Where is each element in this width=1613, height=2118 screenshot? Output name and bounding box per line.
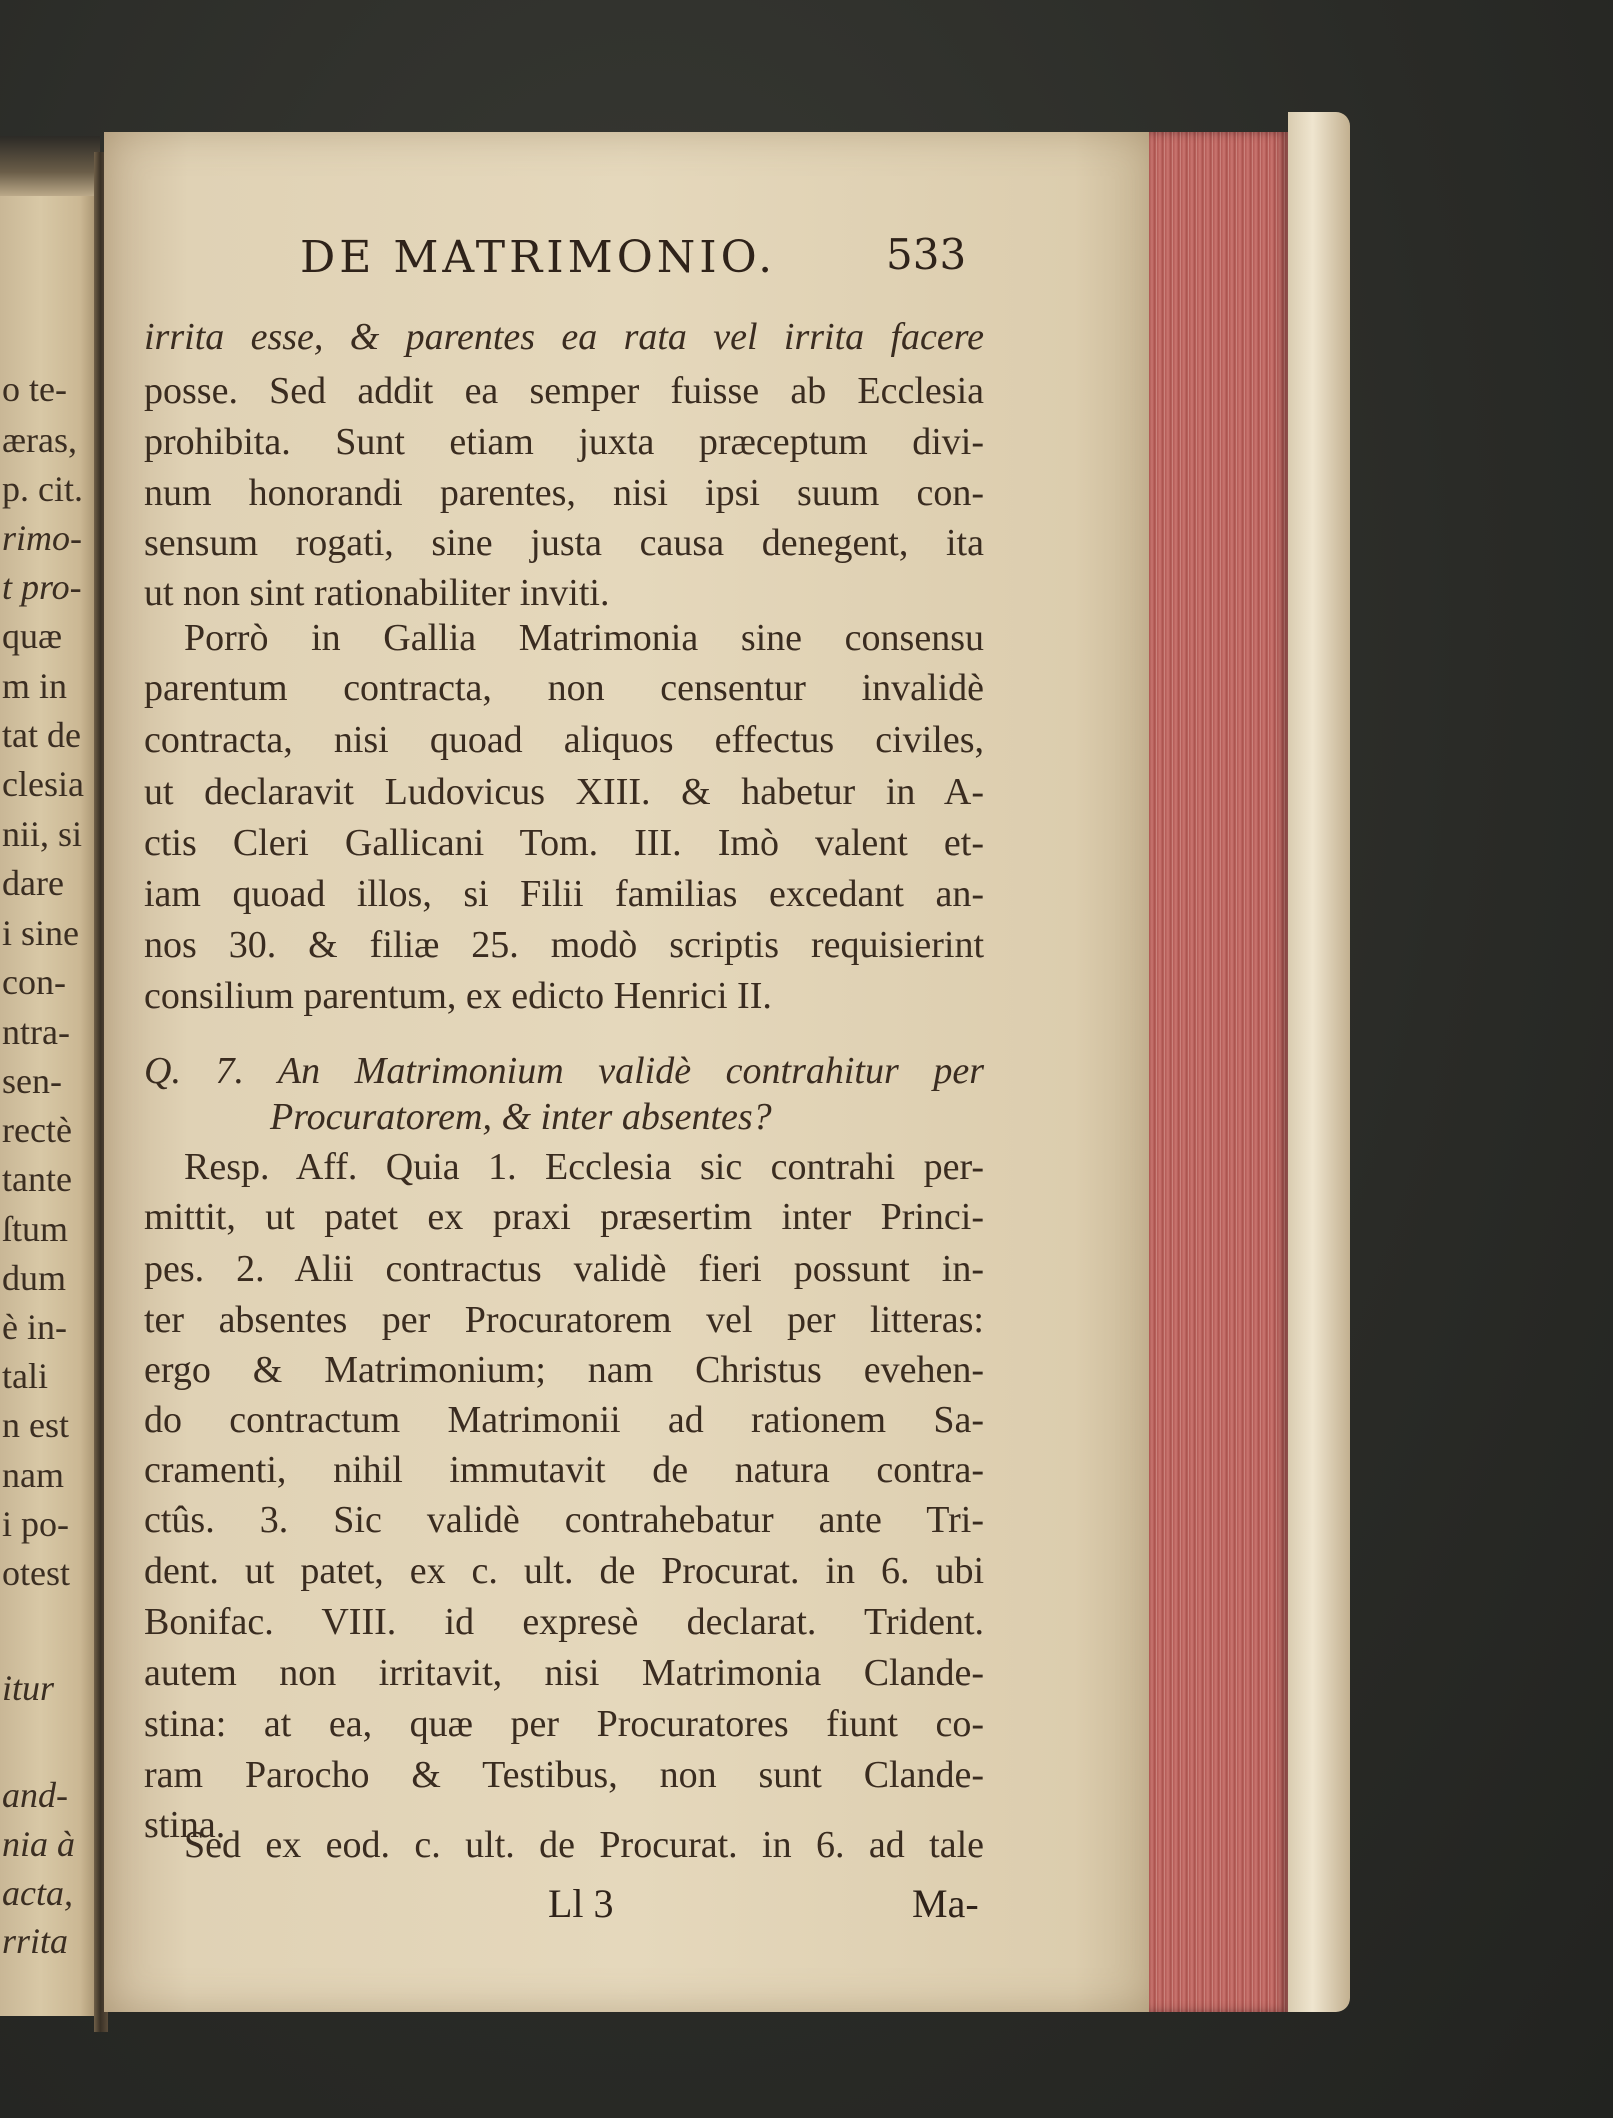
left-page-fragment: dare [2, 863, 64, 903]
text-line: cramenti, nihil immutavit de natura contra- [144, 1449, 984, 1491]
left-page-fragment: con- [2, 962, 66, 1002]
text-line: nos 30. & filiæ 25. modò scriptis requisierint [144, 924, 984, 966]
text-line: posse. Sed addit ea semper fuisse ab Ecclesia [144, 370, 984, 412]
text-line: iam quoad illos, si Filii familias excedant an- [144, 873, 984, 915]
left-page-fragment: clesia [2, 764, 84, 804]
text-line: Resp. Aff. Quia 1. Ecclesia sic contrahi per- [184, 1146, 984, 1188]
left-page-fragment: nii, si [2, 814, 83, 854]
text-line: ctis Cleri Gallicani Tom. III. Imò valent et- [144, 822, 984, 864]
text-line: pes. 2. Alii contractus validè fieri possunt in- [144, 1248, 984, 1290]
text-line: autem non irritavit, nisi Matrimonia Clande- [144, 1652, 984, 1694]
left-page-fragment: rectè [2, 1110, 72, 1150]
text-line: stina. [144, 1804, 226, 1846]
left-page-fragment: dum [2, 1258, 67, 1298]
left-page-fragment: acta, [2, 1873, 73, 1913]
left-page-fragment: æras, [2, 420, 77, 460]
text-line: contracta, nisi quoad aliquos effectus civiles, [144, 719, 984, 761]
left-page-fragment: nia à [2, 1824, 76, 1864]
question-heading-continued: Procuratorem, & inter absentes? [270, 1096, 772, 1138]
question-heading: Q. 7. An Matrimonium validè contrahitur per [144, 1050, 984, 1092]
text-line: sensum rogati, sine justa causa denegent, ita [144, 522, 984, 564]
left-page-header-strip [0, 136, 100, 196]
left-page-fragment: n est [2, 1405, 69, 1445]
left-page-fragment: ſtum [2, 1209, 69, 1249]
text-line: mittit, ut patet ex praxi præsertim inter Princi- [144, 1196, 984, 1238]
book-cover-edge [1288, 112, 1350, 2012]
left-page-fragment: tante [2, 1159, 72, 1199]
left-page-fragment: i po- [2, 1504, 69, 1544]
text-line: do contractum Matrimonii ad rationem Sa- [144, 1399, 984, 1441]
left-page-fragment: sen- [2, 1061, 62, 1101]
text-line: ctûs. 3. Sic validè contrahebatur ante Tri- [144, 1499, 984, 1541]
left-page-fragment: itur [2, 1668, 55, 1708]
text-line: stina: at ea, quæ per Procuratores fiunt co- [144, 1703, 984, 1745]
left-page-fragment: i sine [2, 913, 79, 953]
text-line: num honorandi parentes, nisi ipsi suum con- [144, 472, 984, 514]
text-line: irrita esse, & parentes ea rata vel irrita facere [144, 316, 984, 358]
catchword: Ma- [912, 1881, 979, 1926]
left-page-fragment: nam [2, 1455, 64, 1495]
left-page [0, 136, 100, 2016]
text-line: consilium parentum, ex edicto Henrici II. [144, 975, 772, 1017]
text-line: Porrò in Gallia Matrimonia sine consensu [184, 617, 984, 659]
left-page-fragment: quæ [2, 616, 63, 656]
text-line: prohibita. Sunt etiam juxta præceptum divi- [144, 421, 984, 463]
left-page-fragment: and- [2, 1775, 68, 1815]
signature-mark: Ll 3 [548, 1881, 614, 1926]
text-line: Sed ex eod. c. ult. de Procurat. in 6. ad tale [184, 1824, 984, 1866]
running-head: DE MATRIMONIO. [300, 232, 777, 283]
left-page-fragment: rrita [2, 1921, 69, 1961]
text-line: ergo & Matrimonium; nam Christus evehen- [144, 1349, 984, 1391]
text-line: ut non sint rationabiliter inviti. [144, 572, 610, 614]
left-page-fragment: m in [2, 666, 68, 706]
text-line: ter absentes per Procuratorem vel per litteras: [144, 1299, 984, 1341]
page-number: 533 [886, 230, 967, 279]
red-page-edges [1149, 132, 1289, 2012]
left-page-fragment: è in- [2, 1307, 67, 1347]
left-page-fragment: o te- [2, 369, 67, 409]
left-page-fragment: tat de [2, 715, 81, 755]
text-line: ram Parocho & Testibus, non sunt Clande- [144, 1754, 984, 1796]
text-line: dent. ut patet, ex c. ult. de Procurat. in 6. ubi [144, 1550, 984, 1592]
text-line: Bonifac. VIII. id expresè declarat. Trident. [144, 1601, 984, 1643]
left-page-fragment: otest [2, 1553, 70, 1593]
left-page-fragment: t pro- [2, 567, 82, 607]
left-page-fragment: ntra- [2, 1012, 70, 1052]
text-line: ut declaravit Ludovicus XIII. & habetur in A- [144, 771, 984, 813]
left-page-fragment: rimo- [2, 518, 82, 558]
left-page-fragment: tali [2, 1356, 48, 1396]
left-page-fragment: p. cit. [2, 469, 83, 509]
text-line: parentum contracta, non censentur invalidè [144, 667, 984, 709]
